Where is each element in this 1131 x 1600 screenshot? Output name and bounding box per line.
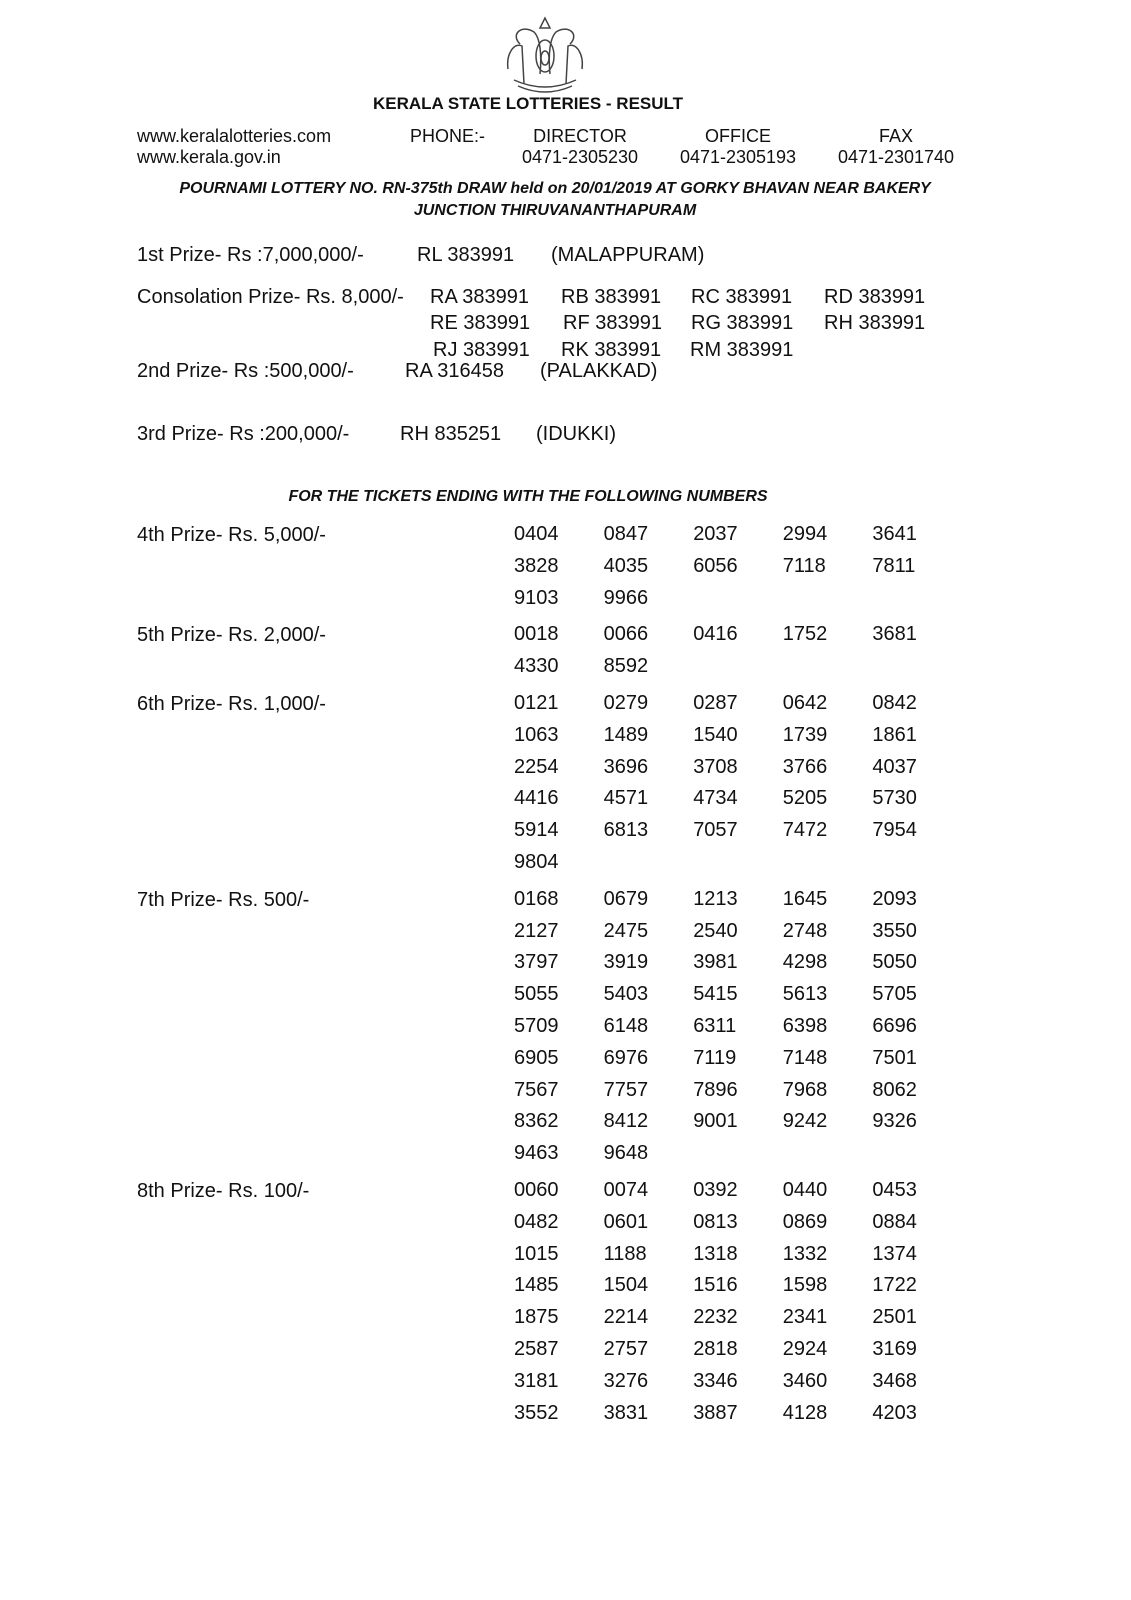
winning-number: 9242 bbox=[782, 1110, 828, 1133]
second-prize-label: 2nd Prize- Rs :500,000/- bbox=[137, 360, 354, 382]
first-prize-label: 1st Prize- Rs :7,000,000/- bbox=[137, 244, 364, 266]
winning-number: 7954 bbox=[872, 819, 917, 842]
winning-number: 0642 bbox=[782, 691, 828, 714]
winning-number: 7811 bbox=[872, 554, 916, 577]
winning-number: 9966 bbox=[603, 586, 649, 609]
winning-number: 1374 bbox=[872, 1242, 917, 1265]
winning-number: 2748 bbox=[782, 919, 828, 942]
winning-number: 3550 bbox=[872, 919, 917, 942]
winning-number: 9326 bbox=[872, 1110, 917, 1133]
winning-number: 5730 bbox=[872, 787, 917, 810]
kerala-emblem-logo bbox=[500, 14, 590, 94]
office-phone: 0471-2305193 bbox=[679, 147, 797, 167]
winning-number: 4128 bbox=[782, 1401, 828, 1424]
first-prize-place: (MALAPPURAM) bbox=[551, 244, 705, 266]
winning-numbers-grid bbox=[514, 688, 1131, 879]
winning-number: 5914 bbox=[514, 819, 559, 842]
winning-number: 5705 bbox=[872, 983, 917, 1006]
winning-number: 0287 bbox=[693, 691, 738, 714]
winning-numbers-grid bbox=[514, 884, 1131, 1170]
winning-number: 5050 bbox=[872, 951, 917, 974]
winning-number: 6311 bbox=[693, 1014, 737, 1037]
winning-number: 8062 bbox=[872, 1078, 917, 1101]
consolation-prize-label: Consolation Prize- Rs. 8,000/- bbox=[137, 286, 404, 308]
draw-info-line2: JUNCTION THIRUVANANTHAPURAM bbox=[413, 202, 697, 219]
third-prize-place: (IDUKKI) bbox=[536, 423, 616, 445]
winning-numbers-grid bbox=[514, 619, 1131, 683]
winning-number: 2037 bbox=[693, 523, 738, 545]
winning-number: 6056 bbox=[693, 554, 738, 577]
first-prize-ticket: RL 383991 bbox=[417, 244, 515, 266]
endings-heading: FOR THE TICKETS ENDING WITH THE FOLLOWING NUMBERS bbox=[288, 488, 768, 505]
winning-number: 0279 bbox=[603, 691, 649, 714]
consolation-ticket: RC 383991 bbox=[691, 286, 793, 308]
winning-number: 6696 bbox=[872, 1014, 917, 1037]
winning-number: 2587 bbox=[514, 1337, 559, 1360]
winning-number: 6976 bbox=[603, 1046, 649, 1069]
winning-number: 4734 bbox=[693, 787, 738, 810]
website-link-lotteries[interactable]: www.keralalotteries.com bbox=[137, 126, 332, 146]
winning-number: 1598 bbox=[782, 1274, 828, 1297]
winning-number: 1875 bbox=[514, 1306, 559, 1329]
winning-number: 0060 bbox=[514, 1178, 559, 1201]
winning-number: 9103 bbox=[514, 586, 559, 609]
winning-number: 0679 bbox=[603, 887, 649, 910]
winning-number: 3276 bbox=[603, 1369, 649, 1392]
winning-number: 4330 bbox=[514, 655, 559, 678]
winning-number: 0482 bbox=[514, 1210, 559, 1233]
winning-number: 3981 bbox=[693, 951, 738, 974]
winning-number: 3708 bbox=[693, 755, 738, 778]
winning-number: 3346 bbox=[693, 1369, 738, 1392]
winning-number: 1645 bbox=[782, 887, 828, 910]
winning-number: 5055 bbox=[514, 983, 559, 1006]
winning-number: 7501 bbox=[872, 1046, 917, 1069]
winning-number: 2341 bbox=[782, 1306, 828, 1329]
winning-number: 4035 bbox=[603, 554, 649, 577]
third-prize-label: 3rd Prize- Rs :200,000/- bbox=[137, 423, 350, 445]
winning-number: 2540 bbox=[693, 919, 738, 942]
winning-number: 9463 bbox=[514, 1142, 559, 1165]
winning-number: 1015 bbox=[514, 1242, 559, 1265]
prize-section bbox=[0, 519, 1131, 614]
winning-number: 3831 bbox=[603, 1401, 649, 1424]
prize-section bbox=[0, 884, 1131, 1170]
winning-number: 2818 bbox=[693, 1337, 738, 1360]
winning-number: 5709 bbox=[514, 1014, 559, 1037]
winning-number: 1504 bbox=[603, 1274, 649, 1297]
winning-number: 4037 bbox=[872, 755, 917, 778]
winning-number: 0121 bbox=[514, 691, 559, 714]
winning-number: 7148 bbox=[782, 1046, 828, 1069]
winning-number: 8362 bbox=[514, 1110, 559, 1133]
prize-label: 7th Prize- Rs. 500/- bbox=[137, 888, 310, 911]
winning-number: 4298 bbox=[782, 951, 828, 974]
winning-number: 1540 bbox=[693, 723, 738, 746]
winning-number: 7472 bbox=[782, 819, 828, 842]
winning-number: 6813 bbox=[603, 819, 649, 842]
winning-number: 1188 bbox=[603, 1242, 647, 1265]
winning-number: 0842 bbox=[872, 691, 917, 714]
winning-number: 5415 bbox=[693, 983, 738, 1006]
winning-number: 1489 bbox=[603, 723, 649, 746]
winning-number: 0453 bbox=[872, 1178, 917, 1201]
winning-number: 1332 bbox=[782, 1242, 828, 1265]
winning-number: 0168 bbox=[514, 887, 559, 910]
winning-number: 4203 bbox=[872, 1401, 917, 1424]
winning-number: 7968 bbox=[782, 1078, 828, 1101]
prize-label: 8th Prize- Rs. 100/- bbox=[137, 1179, 310, 1202]
winning-number: 1063 bbox=[514, 723, 559, 746]
winning-number: 3797 bbox=[514, 951, 559, 974]
winning-number: 0869 bbox=[782, 1210, 828, 1233]
fax-number: 0471-2301740 bbox=[837, 147, 955, 167]
winning-number: 2475 bbox=[603, 919, 649, 942]
winning-number: 9804 bbox=[514, 850, 559, 873]
winning-number: 0813 bbox=[693, 1210, 738, 1233]
winning-number: 0074 bbox=[603, 1178, 649, 1201]
winning-number: 4571 bbox=[603, 787, 649, 810]
winning-number: 0018 bbox=[514, 623, 559, 646]
draw-info-line1: POURNAMI LOTTERY NO. RN-375th DRAW held on 20/01/2019 AT GORKY BHAVAN NEAR BAKERY bbox=[179, 180, 931, 197]
prize-sections bbox=[0, 519, 1131, 1434]
consolation-ticket: RG 383991 bbox=[691, 312, 794, 334]
winning-number: 2127 bbox=[514, 919, 559, 942]
winning-numbers-grid bbox=[514, 1175, 1131, 1429]
winning-number: 0416 bbox=[693, 623, 738, 646]
winning-numbers-grid bbox=[514, 519, 1131, 614]
director-label: DIRECTOR bbox=[533, 126, 627, 146]
consolation-ticket: RF 383991 bbox=[563, 312, 662, 334]
winning-number: 7757 bbox=[603, 1078, 649, 1101]
winning-number: 3681 bbox=[872, 623, 917, 646]
winning-number: 1752 bbox=[782, 623, 828, 646]
winning-number: 7057 bbox=[693, 819, 738, 842]
winning-number: 1516 bbox=[693, 1274, 738, 1297]
winning-number: 9001 bbox=[693, 1110, 738, 1133]
winning-number: 7567 bbox=[514, 1078, 559, 1101]
winning-number: 3641 bbox=[872, 523, 917, 545]
prize-section bbox=[0, 688, 1131, 879]
office-label: OFFICE bbox=[705, 126, 771, 146]
consolation-ticket: RB 383991 bbox=[561, 286, 662, 308]
prize-section bbox=[0, 619, 1131, 683]
prize-label: 4th Prize- Rs. 5,000/- bbox=[137, 524, 326, 546]
website-link-kerala[interactable]: www.kerala.gov.in bbox=[137, 147, 281, 167]
winning-number: 5613 bbox=[782, 983, 828, 1006]
winning-number: 9648 bbox=[603, 1142, 649, 1165]
winning-number: 2757 bbox=[603, 1337, 649, 1360]
winning-number: 1722 bbox=[872, 1274, 917, 1297]
winning-number: 2501 bbox=[872, 1306, 917, 1329]
winning-number: 0884 bbox=[872, 1210, 917, 1233]
winning-number: 7896 bbox=[693, 1078, 738, 1101]
winning-number: 6398 bbox=[782, 1014, 828, 1037]
winning-number: 2232 bbox=[693, 1306, 738, 1329]
winning-number: 1213 bbox=[693, 887, 738, 910]
winning-number: 0392 bbox=[693, 1178, 738, 1201]
winning-number: 3460 bbox=[782, 1369, 828, 1392]
winning-number: 0066 bbox=[603, 623, 649, 646]
winning-number: 3181 bbox=[514, 1369, 559, 1392]
winning-number: 3766 bbox=[782, 755, 828, 778]
winning-number: 2093 bbox=[872, 887, 917, 910]
winning-number: 2994 bbox=[782, 523, 828, 545]
second-prize-place: (PALAKKAD) bbox=[540, 360, 658, 382]
winning-number: 5205 bbox=[782, 787, 828, 810]
winning-number: 5403 bbox=[603, 983, 649, 1006]
consolation-ticket: RE 383991 bbox=[430, 312, 531, 334]
prize-label: 6th Prize- Rs. 1,000/- bbox=[137, 692, 326, 715]
winning-number: 1318 bbox=[693, 1242, 738, 1265]
winning-number: 3552 bbox=[514, 1401, 559, 1424]
winning-number: 3696 bbox=[603, 755, 649, 778]
winning-number: 3169 bbox=[872, 1337, 917, 1360]
winning-number: 3828 bbox=[514, 554, 559, 577]
winning-number: 1739 bbox=[782, 723, 828, 746]
winning-number: 3468 bbox=[872, 1369, 917, 1392]
consolation-ticket: RA 383991 bbox=[430, 286, 529, 308]
winning-number: 2254 bbox=[514, 755, 559, 778]
consolation-ticket: RK 383991 bbox=[561, 339, 662, 361]
consolation-ticket: RJ 383991 bbox=[433, 339, 530, 361]
consolation-ticket: RD 383991 bbox=[824, 286, 926, 308]
winning-number: 6905 bbox=[514, 1046, 559, 1069]
winning-number: 4416 bbox=[514, 787, 559, 810]
winning-number: 1485 bbox=[514, 1274, 559, 1297]
winning-number: 1861 bbox=[872, 723, 917, 746]
phone-label: PHONE:- bbox=[410, 126, 486, 146]
second-prize-ticket: RA 316458 bbox=[405, 360, 504, 382]
winning-number: 0601 bbox=[603, 1210, 649, 1233]
director-phone: 0471-2305230 bbox=[521, 147, 639, 167]
winning-number: 6148 bbox=[603, 1014, 649, 1037]
winning-number: 2924 bbox=[782, 1337, 828, 1360]
consolation-ticket: RM 383991 bbox=[690, 339, 794, 361]
third-prize-ticket: RH 835251 bbox=[400, 423, 502, 445]
winning-number: 0847 bbox=[603, 523, 649, 545]
winning-number: 3919 bbox=[603, 951, 649, 974]
winning-number: 0440 bbox=[782, 1178, 828, 1201]
consolation-ticket: RH 383991 bbox=[824, 312, 926, 334]
prize-section bbox=[0, 1175, 1131, 1429]
winning-number: 7118 bbox=[782, 554, 826, 577]
prize-label: 5th Prize- Rs. 2,000/- bbox=[137, 624, 326, 647]
winning-number: 8592 bbox=[603, 655, 649, 678]
winning-number: 0404 bbox=[514, 523, 559, 545]
winning-number: 2214 bbox=[603, 1306, 649, 1329]
winning-number: 3887 bbox=[693, 1401, 738, 1424]
winning-number: 8412 bbox=[603, 1110, 649, 1133]
page-title: KERALA STATE LOTTERIES - RESULT bbox=[372, 94, 684, 113]
winning-number: 7119 bbox=[693, 1046, 737, 1069]
fax-label: FAX bbox=[878, 126, 914, 146]
